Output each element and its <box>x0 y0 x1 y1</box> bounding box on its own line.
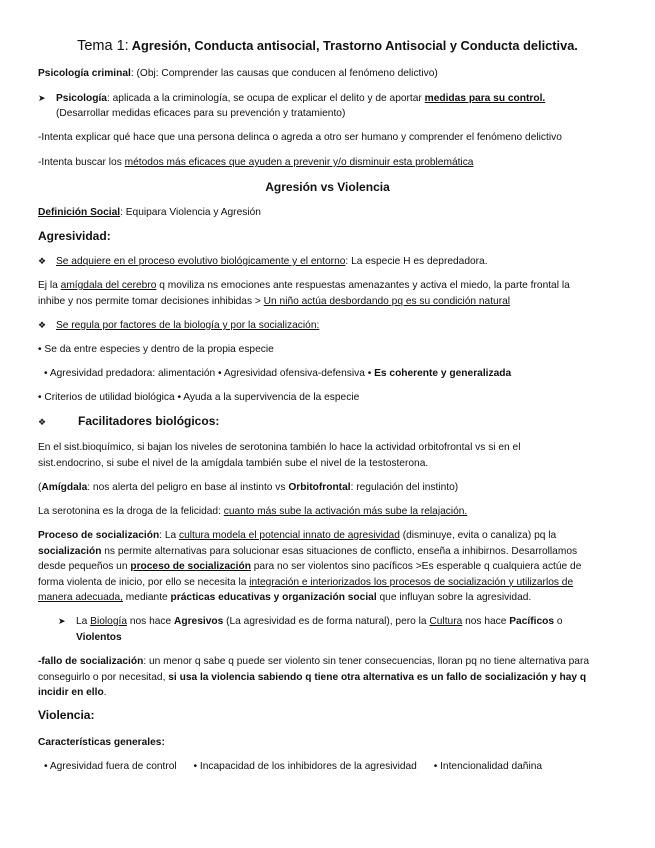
serotonina: La serotonina es la droga de la felicidad: cuanto más sube la activación más sube la relajación. <box>38 506 468 517</box>
intenta-explicar: -Intenta explicar qué hace que una persona delinca o agreda a otro ser humano y comprender el fenómeno delictivo <box>38 132 562 143</box>
proceso-socializacion: Proceso de socialización: La cultura modela el potencial innato de agresividad (disminuye, evita o canaliza) pq la socialización ns permite alternativas para solucionar esas situaciones de conflicto, enseña a inhibirnos. Desarrollamos desde pequeños un proceso de socialización para no ser violentos sino pacíficos >Es esperable q cualquiera actúe de forma violenta de inicio, por ello se necesita la integración e interiorizados los procesos de socialización y utilizarlos de manera adecuada, mediante prácticas educativas y organización social que influyan sobre la agresividad. <box>38 530 582 603</box>
bioquimico-paragraph: En el sist.bioquímico, si bajan los niveles de serotonina también lo hace la actividad orbitofrontal vs si en el sist.endocrino, si sube el nivel de la amígdala también sube el nivel de la testosterona. <box>38 442 521 469</box>
list-item: • Intencionalidad dañina <box>433 761 543 772</box>
intenta-buscar: -Intenta buscar los métodos más eficaces que ayuden a prevenir y/o disminuir esta problemática <box>38 157 474 168</box>
bullet-adquiere: ❖ Se adquiere en el proceso evolutivo biológicamente y el entorno: La especie H es depredadora. <box>38 254 625 270</box>
page-title: Tema 1: Agresión, Conducta antisocial, Trastorno Antisocial y Conducta delictiva. <box>77 38 578 54</box>
amigdala-orbitofrontal: (Amígdala: nos alerta del peligro en base al instinto vs Orbitofrontal: regulación del instinto) <box>38 482 459 493</box>
list-item: • Se da entre especies y dentro de la propia especie <box>38 344 274 355</box>
heading-agresividad: Agresividad: <box>38 229 111 243</box>
psicologia-criminal-line: Psicología criminal: (Obj: Comprender las causas que conducen al fenómeno delictivo) <box>38 68 438 79</box>
definicion-social: Definición Social: Equipara Violencia y Agresión <box>38 207 261 218</box>
psicologia-item: ➤ Psicología: aplicada a la criminología, se ocupa de explicar el delito y de aportar medidas para su control. <box>38 91 625 107</box>
caracteristicas-heading: Características generales: <box>38 737 165 748</box>
ejemplo-amigdala: Ej la amígdala del cerebro q moviliza ns emociones ante respuestas amenazantes y activa el miedo, la parte frontal la inhibe y nos permite tomar decisiones inhibidas > Un niño actúa desbordando pq es su condición natural <box>38 280 570 307</box>
list-item: • Agresividad predadora: alimentación • Agresividad ofensiva-defensiva • Es coherente y generalizada <box>44 368 512 379</box>
arrow-bullet-icon: ➤ <box>58 616 66 626</box>
caracteristicas-list <box>44 759 625 775</box>
arrow-bullet-icon: ➤ <box>38 93 46 103</box>
bullet-regula: ❖ Se regula por factores de la biología y por la socialización: <box>38 318 625 334</box>
heading-violencia: Violencia: <box>38 708 95 722</box>
diamond-bullet-icon: ❖ <box>38 320 47 330</box>
list-item: • Agresividad fuera de control <box>44 761 177 772</box>
list-item: • Criterios de utilidad biológica • Ayuda a la supervivencia de la especie <box>38 392 360 403</box>
list-item: • Incapacidad de los inhibidores de la agresividad <box>193 761 417 772</box>
biologia-cultura-item: ➤ La Biología nos hace Agresivos (La agresividad es de forma natural), pero la Cultura nos hace Pacíficos o Violentos <box>58 616 563 643</box>
diamond-bullet-icon: ❖ <box>38 417 47 427</box>
heading-facilitadores: ❖ Facilitadores biológicos: <box>38 414 220 428</box>
fallo-socializacion: -fallo de socialización: un menor q sabe q puede ser violento sin tener consecuencias, lloran pq no tiene alternativa para conseguirlo o por necesitad, si usa la violencia sabiendo q tiene otra alternativa es un fallo de socialización y hay q incidir en ello. <box>38 656 590 698</box>
section-heading-agresion-vs-violencia: Agresión vs Violencia <box>265 180 390 194</box>
psicologia-item-line2: (Desarrollar medidas eficaces para su prevención y tratamiento) <box>56 108 346 119</box>
diamond-bullet-icon: ❖ <box>38 256 47 266</box>
